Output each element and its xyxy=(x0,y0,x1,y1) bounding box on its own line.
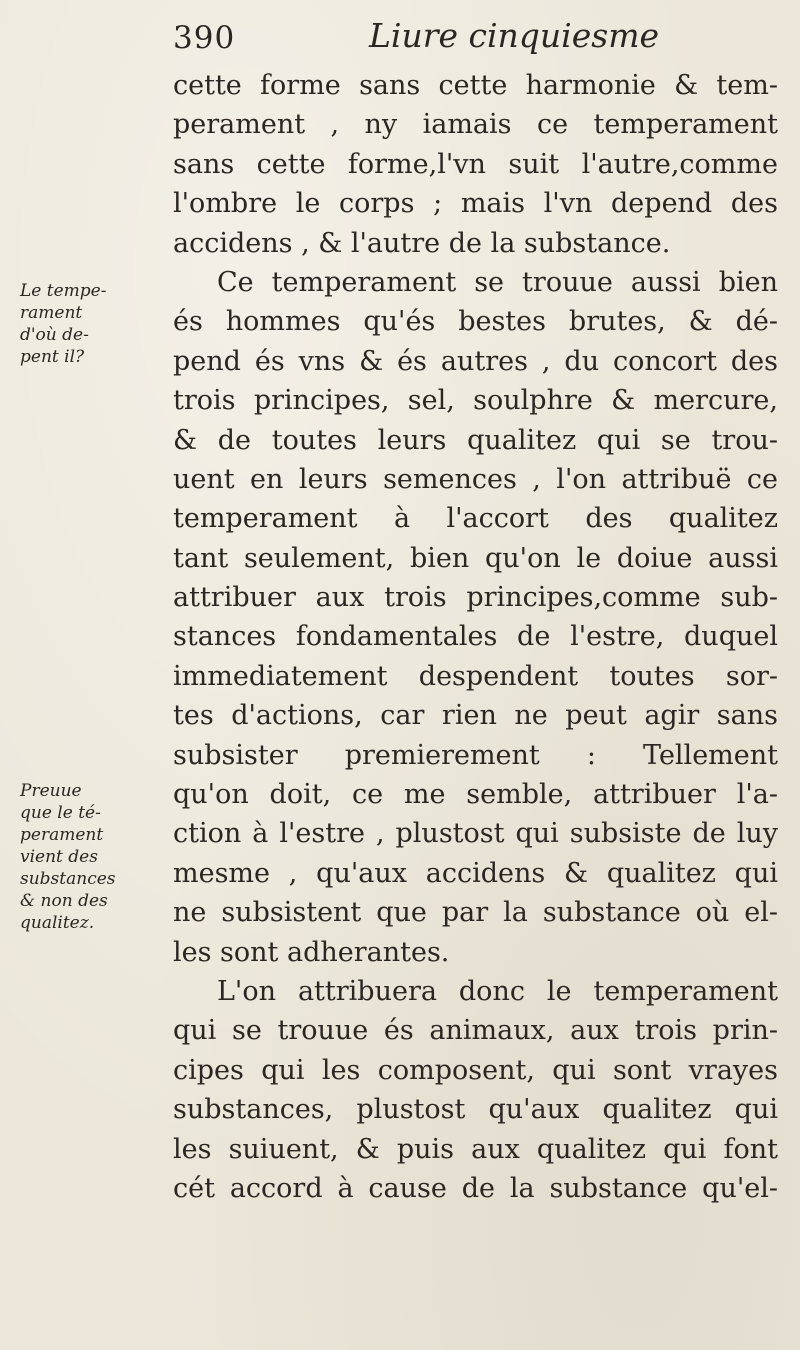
text-line: cét accord à cause de la substance qu'el- xyxy=(173,1172,778,1204)
text-line: les suiuent, & puis aux qualitez qui font xyxy=(173,1133,778,1165)
text-line: cipes qui les composent, qui sont vrayes xyxy=(173,1054,778,1086)
text-line: attribuer aux trois principes,comme sub- xyxy=(173,582,778,614)
text-line: les sont adherantes. xyxy=(173,936,450,968)
marginal-note-line: Preuue xyxy=(20,781,82,801)
marginal-note-line: substances xyxy=(20,869,116,889)
text-line: uent en leurs semences , l'on attribuë ce xyxy=(173,463,778,495)
text-line: és hommes qu'és bestes brutes, & dé- xyxy=(173,306,778,338)
text-line: temperament à l'accort des qualitez xyxy=(173,503,778,535)
text-line: & de toutes leurs qualitez qui se trou- xyxy=(173,424,778,456)
marginal-note-line: d'où de- xyxy=(20,325,89,345)
marginal-note-line: & non des xyxy=(20,891,108,911)
text-line: ction à l'estre , plustost qui subsiste de luy xyxy=(173,818,778,850)
marginal-note-line: rament xyxy=(20,303,83,323)
text-line: l'ombre le corps ; mais l'vn depend des xyxy=(173,188,778,220)
text-line: cette forme sans cette harmonie & tem- xyxy=(173,70,778,101)
text-line: substances, plustost qu'aux qualitez qui xyxy=(173,1094,778,1126)
text-line: accidens , & l'autre de la substance. xyxy=(173,227,671,259)
marginal-note-line: qualitez. xyxy=(20,913,95,933)
text-line: immediatement despendent toutes sor- xyxy=(173,660,778,692)
text-line: Ce temperament se trouue aussi bien xyxy=(217,266,778,298)
running-title: Liure cinquiesme xyxy=(369,16,660,55)
marginal-note-line: pent il? xyxy=(20,347,85,367)
text-line: tes d'actions, car rien ne peut agir sans xyxy=(173,700,778,732)
page-number: 390 xyxy=(173,20,236,56)
marginal-note-line: vient des xyxy=(20,847,98,867)
text-line: pend és vns & és autres , du concort des xyxy=(173,345,778,377)
text-line: tant seulement, bien qu'on le doiue aussi xyxy=(173,542,778,574)
text-line: perament , ny iamais ce temperament xyxy=(173,109,778,141)
marginal-note-line: perament xyxy=(20,825,104,845)
text-line: L'on attribuera donc le temperament xyxy=(217,975,778,1007)
marginal-note-line: Le tempe- xyxy=(20,281,107,301)
text-line: stances fondamentales de l'estre, duquel xyxy=(173,621,778,653)
text-line: qui se trouue és animaux, aux trois prin- xyxy=(173,1015,778,1047)
text-line: qu'on doit, ce me semble, attribuer l'a- xyxy=(173,779,778,811)
text-line: mesme , qu'aux accidens & qualitez qui xyxy=(173,857,778,889)
marginal-note-temperament-source xyxy=(20,280,160,368)
text-line: ne subsistent que par la substance où el- xyxy=(173,897,778,929)
text-line: trois principes, sel, soulphre & mercure, xyxy=(173,385,778,417)
text-line: sans cette forme,l'vn suit l'autre,comme xyxy=(173,148,778,180)
body-text xyxy=(173,66,778,1208)
page-header xyxy=(173,16,773,66)
marginal-note-line: que le té- xyxy=(20,803,101,823)
marginal-note-proof xyxy=(20,780,160,934)
text-line: subsister premierement : Tellement xyxy=(173,739,778,771)
